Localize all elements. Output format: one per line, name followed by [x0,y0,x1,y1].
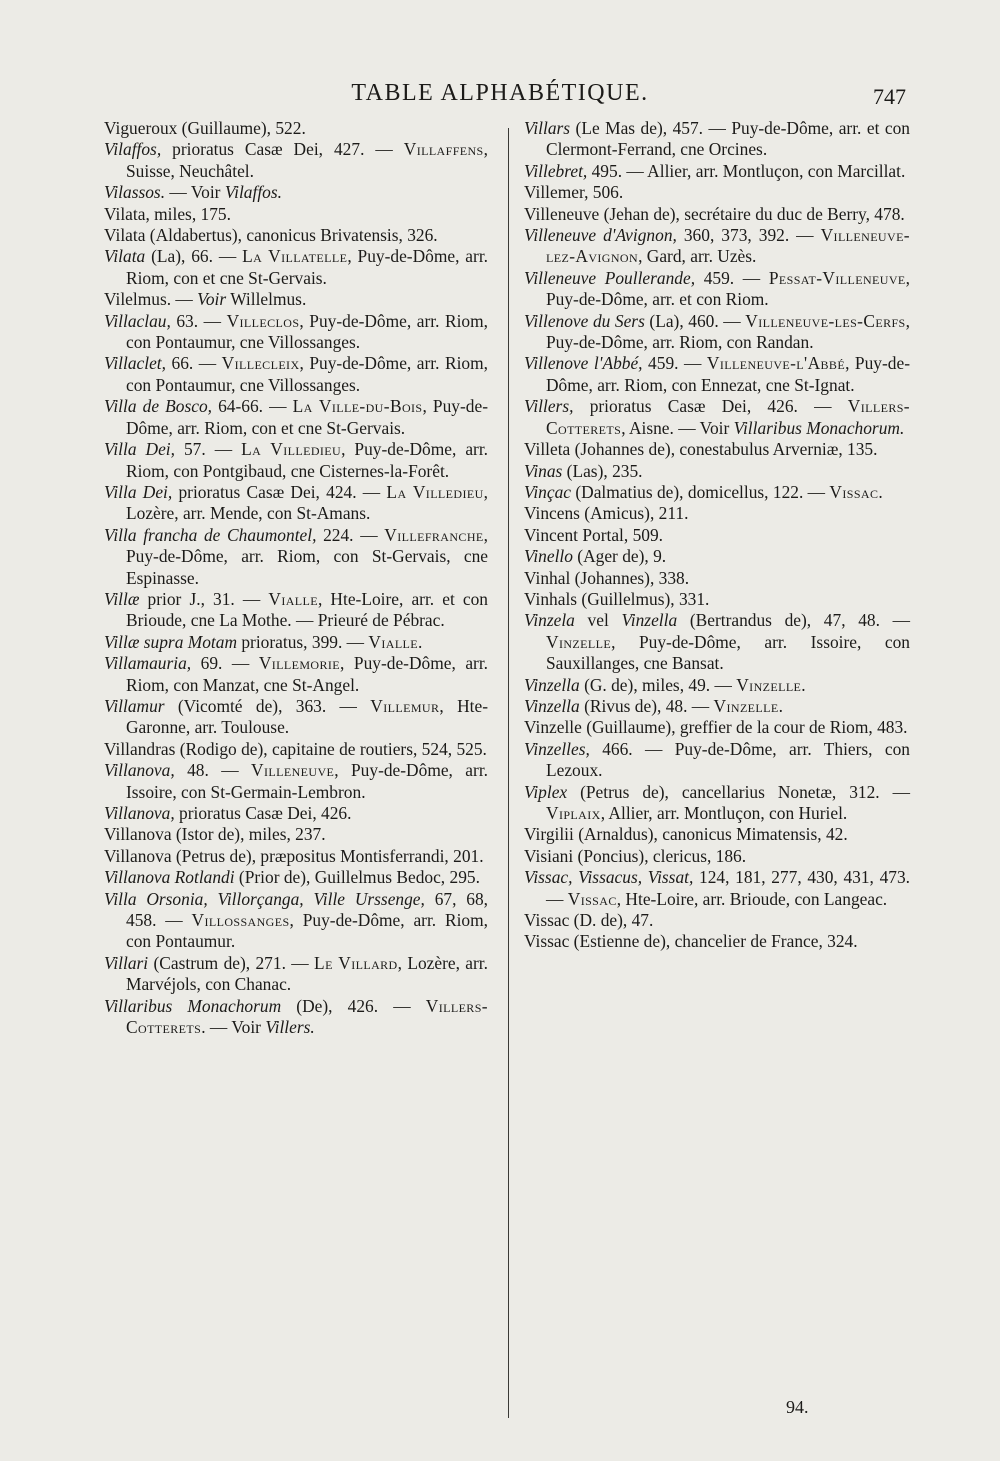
entry-text: , Puy-de-Dôme, arr. Riom, con et cne St-Gervais. [126,246,488,288]
entry-text: , Puy-de-Dôme, arr. Riom, con Pontaumur, cne Villossanges. [126,310,488,353]
index-entry [104,482,488,525]
entry-headword: Villers. [265,1017,315,1038]
entry-text: Vilata, miles, 175. [104,203,231,224]
entry-headword: Villenove l'Abbé, [524,353,643,374]
modern-place-name: Vialle. [368,631,423,652]
index-column-left [104,118,488,1038]
index-entry [524,118,910,161]
modern-place-name: Villemorie [258,653,341,674]
modern-place-name: Villeclos [226,310,300,331]
entry-text: , Puy-de-Dôme, arr. Riom, con Pontgibaud, cne Cisternes-la-Forêt. [126,439,489,481]
index-entry [524,525,910,546]
index-entry [104,846,488,867]
index-entry [104,867,488,888]
index-entry [524,589,910,610]
entry-headword: Viplex [524,781,568,802]
index-entry [104,760,488,803]
entry-text: , Suisse, Neuchâtel. [126,139,488,181]
entry-headword: Villa de Bosco, [104,396,212,417]
index-entry [524,867,910,910]
index-entry [524,161,910,182]
entry-headword: Vinzela [524,610,575,631]
entry-headword: Vinas [524,460,563,481]
index-entry [104,525,488,589]
index-entry [524,225,910,268]
entry-text: Vincens (Amicus), 211. [524,503,689,524]
entry-text: , Puy-de-Dôme, arr. Riom, con et cne St-Gervais. [126,396,488,438]
signature-mark: 94. [786,1397,809,1417]
index-entry [104,589,488,632]
entry-headword: Vilaffos, [104,139,162,160]
modern-place-name: Vissac. [829,481,884,502]
running-title: TABLE ALPHABÉTIQUE. [351,80,649,106]
index-entry [104,289,488,310]
entry-headword: Villa Dei, [104,481,173,502]
index-column-right [524,118,910,953]
entry-headword: Vilassos. [104,182,166,203]
index-entry [104,225,488,246]
entry-text: prior J., 31. — [139,588,269,609]
index-entry [524,782,910,825]
entry-text: prioratus, 399. — [237,631,369,652]
index-entry [524,439,910,460]
index-entry [104,204,488,225]
entry-headword: Villari [104,952,149,973]
index-entry [104,953,488,996]
index-entry [524,675,910,696]
entry-headword: Villenove du Sers [524,310,645,331]
entry-text: Villandras (Rodigo de), capitaine de routiers, 524, 525. [104,738,487,759]
index-entry [104,353,488,396]
entry-text: Vinhal (Johannes), 338. [524,567,690,588]
index-entry [104,439,488,482]
entry-text: , Aisne. — Voir [621,417,734,438]
entry-text: Villeneuve (Jehan de), secrétaire du duc de Berry, 478. [524,203,905,224]
entry-headword: Vinzella [524,674,580,695]
entry-text: vel [574,610,622,631]
page-number: 747 [873,84,906,109]
index-entry [104,396,488,439]
entry-text: Vinhals (Guillelmus), 331. [524,588,710,609]
entry-headword: Villaribus Monachorum [104,995,282,1016]
entry-text: Vincent Portal, 509. [524,524,664,545]
index-entry [524,610,910,674]
index-entry [104,632,488,653]
entry-headword: Villaribus Monachorum. [733,417,905,438]
entry-text: (Bertrandus de), 47, 48. — [677,610,910,631]
entry-text: prioratus Casæ Dei, 424. — [172,481,387,502]
entry-text: Villemer, 506. [524,182,624,203]
index-entry [524,910,910,931]
entry-headword: Villanova Rotlandi [104,867,235,888]
index-entry [104,118,488,139]
entry-headword: Villanova, [104,803,175,823]
entry-headword: Vinello [524,546,573,567]
entry-text: Vilata (Aldabertus), canonicus Brivatensis, 326. [104,225,438,246]
entry-text: (Castrum de), 271. — [148,952,315,973]
entry-headword: Vinzella [621,610,678,631]
entry-text: Vissac (Estienne de), chancelier de France, 324. [524,931,858,952]
modern-place-name: Le Villard [314,952,398,973]
modern-place-name: Villers-Cotterets [126,995,488,1038]
modern-place-name: Villefranche [384,524,484,545]
entry-text: 459. — [695,267,769,288]
modern-place-name: La Ville-du-Bois [292,396,423,417]
modern-place-name: Viplaix [546,803,601,823]
entry-headword: Vinzelles, [524,738,590,759]
entry-text: , Hte-Loire, arr. et con Brioude, cne La Mothe. — Prieuré de Pébrac. [126,588,489,631]
entry-text: Vissac (D. de), 47. [524,910,654,931]
index-entry [524,717,910,738]
modern-place-name: Villers-Cotterets [546,396,910,438]
entry-text: , Puy-de-Dôme, arr. Riom, con St-Gervais, cne Espinasse. [126,524,488,588]
index-entry [524,503,910,524]
entry-text: (Dalmatius de), domicellus, 122. — [571,481,830,502]
entry-text: , Allier, arr. Montluçon, con Huriel. [600,803,848,823]
index-entry [524,182,910,203]
modern-place-name: Vialle [268,588,318,609]
entry-text: . — Voir [201,1017,266,1038]
index-entry [104,803,488,824]
entry-headword: Vinçac [524,481,571,502]
modern-place-name: Villeneuve-lez-Avignon [546,225,910,267]
entry-headword: Villars [524,118,571,138]
modern-place-name: La Villedieu [386,481,484,502]
entry-headword: Villeneuve Poullerande, [524,267,696,288]
entry-text: (G. de), miles, 49. — [579,674,737,695]
index-entry [104,246,488,289]
entry-headword: Villanova, [104,760,175,781]
entry-text: 69. — [191,653,259,674]
entry-text: 495. — Allier, arr. Montluçon, con Marcillat. [587,160,906,181]
index-entry [104,996,488,1039]
index-entry [524,353,910,396]
entry-text: Villanova (Petrus de), præpositus Montisferrandi, 201. [104,845,484,866]
entry-headword: Villa Orsonia, Villorçanga, Ville Urssenge, [104,888,425,909]
entry-text: (Prior de), Guillelmus Bedoc, 295. [234,867,480,888]
index-entry [524,739,910,782]
entry-headword: Villamauria, [104,653,192,674]
entry-text: (De), 426. — [281,995,426,1016]
index-entry [524,824,910,845]
column-divider [508,128,509,1418]
entry-headword: Villebret, [524,160,588,181]
entry-text: 459. — [642,353,707,374]
entry-text: (La), 66. — [145,246,243,267]
index-entry [104,139,488,182]
entry-text: Vilelmus. — [104,289,198,310]
entry-text: , Puy-de-Dôme, arr. Riom, con Pontaumur, cne Villossanges. [126,353,488,395]
entry-text: 124, 181, 277, 430, 431, 473. — [546,867,911,909]
entry-headword: Vilaffos. [224,182,282,203]
index-entry [524,568,910,589]
entry-text: — Voir [165,182,225,203]
entry-headword: Villamur [104,695,165,716]
entry-text: 224. — [316,524,385,545]
entry-headword: Villæ [104,588,140,609]
index-entry [104,311,488,354]
entry-text: , Hte-Garonne, arr. Toulouse. [126,695,488,738]
modern-place-name: Pessat-Villeneuve [768,267,906,288]
entry-headword: Villæ supra Motam [104,631,238,652]
entry-text: , Puy-de-Dôme, arr. et con Riom. [546,267,910,310]
entry-text: Virgilii (Arnaldus), canonicus Mimatensis, 42. [524,824,848,845]
entry-text: (Ager de), 9. [572,546,667,567]
index-entry [104,824,488,845]
entry-text: , Lozère, arr. Marvéjols, con Chanac. [126,952,488,995]
index-entry [524,311,910,354]
entry-text: 64-66. — [211,396,293,417]
entry-text: Visiani (Poncius), clericus, 186. [524,845,747,866]
entry-text: , Puy-de-Dôme, arr. Issoire, con Sauxillanges, cne Bansat. [546,631,910,674]
entry-text: , Puy-de-Dôme, arr. Riom, con Manzat, cne St-Angel. [126,653,489,695]
index-entry [104,889,488,953]
entry-text: (Petrus de), cancellarius Nonetæ, 312. — [567,781,910,802]
entry-text: prioratus Casæ Dei, 427. — [161,139,404,160]
entry-text: , Hte-Loire, arr. Brioude, con Langeac. [616,888,888,909]
modern-place-name: Vinzelle. [736,674,807,695]
entry-text: 57. — [174,439,242,460]
entry-text: Villeta (Johannes de), conestabulus Arverniæ, 135. [524,439,878,460]
entry-text: prioratus Casæ Dei, 426. [174,803,352,823]
entry-headword: Villers, [524,396,574,417]
index-entry [104,182,488,203]
entry-headword: Villaclet, [104,353,166,374]
index-entry [104,739,488,760]
entry-text: Villanova (Istor de), miles, 237. [104,824,326,845]
entry-text: (Vicomté de), 363. — [164,695,371,716]
entry-text: Vigueroux (Guillaume), 522. [104,118,306,138]
entry-text: 63. — [170,310,227,331]
entry-text: 66. — [165,353,222,374]
modern-place-name: Vinzelle [546,631,612,652]
modern-place-name: Villecleix [221,353,300,374]
entry-headword: Vinzella [524,695,580,716]
modern-place-name: La Villedieu [241,439,342,460]
index-entry [524,461,910,482]
entry-text: 67, 68, 458. — [126,888,489,931]
entry-headword: Vilata [104,246,146,267]
page-header [0,80,1000,116]
index-entry [104,696,488,739]
entry-text: (Le Mas de), 457. — Puy-de-Dôme, arr. et con Clermont-Ferrand, cne Orcines. [546,118,910,160]
entry-text: Vinzelle (Guillaume), greffier de la cour de Riom, 483. [524,717,908,738]
modern-place-name: Villaffens [403,139,484,160]
modern-place-name: Vissac [567,888,617,909]
entry-text: , Gard, arr. Uzès. [638,246,757,267]
modern-place-name: Villeneuve-l'Abbé [706,353,846,374]
index-entry [524,846,910,867]
entry-text: (Las), 235. [562,460,643,481]
entry-headword: Villeneuve d'Avignon, [524,225,677,246]
entry-text: , Puy-de-Dôme, arr. Issoire, con St-Germain-Lembron. [126,760,489,802]
index-entry [524,931,910,952]
index-entry [104,653,488,696]
index-entry [524,696,910,717]
index-entry [524,546,910,567]
entry-headword: Voir [197,289,227,310]
modern-place-name: Villemur [370,695,440,716]
index-entry [524,396,910,439]
entry-text: (Rivus de), 48. — [579,695,714,716]
index-entry [524,204,910,225]
modern-place-name: Villeneuve-les-Cerfs [745,310,906,331]
entry-text: , Lozère, arr. Mende, con St-Amans. [126,481,488,524]
entry-text: , Puy-de-Dôme, arr. Riom, con Pontaumur. [126,910,488,952]
entry-headword: Villa Dei, [104,439,175,460]
modern-place-name: Vinzelle. [713,695,784,716]
entry-text: prioratus Casæ Dei, 426. — [573,396,848,417]
entry-text: , Puy-de-Dôme, arr. Riom, con Ennezat, cne St-Ignat. [546,353,910,395]
modern-place-name: La Villatelle [242,246,348,267]
entry-text: 48. — [174,760,252,781]
entry-text: 360, 373, 392. — [676,225,821,246]
entry-headword: Villa francha de Chaumontel, [104,524,317,545]
modern-place-name: Villossanges [191,910,290,931]
entry-text: 466. — Puy-de-Dôme, arr. Thiers, con Lezoux. [546,738,910,781]
index-entry [524,482,910,503]
index-entry [524,268,910,311]
entry-text: Willelmus. [226,289,307,310]
entry-text: (La), 460. — [644,310,746,331]
entry-headword: Villaclau, [104,310,171,331]
modern-place-name: Villeneuve [251,760,335,781]
entry-text: , Puy-de-Dôme, arr. Riom, con Randan. [546,310,910,353]
entry-headword: Vissac, Vissacus, Vissat, [524,867,694,888]
